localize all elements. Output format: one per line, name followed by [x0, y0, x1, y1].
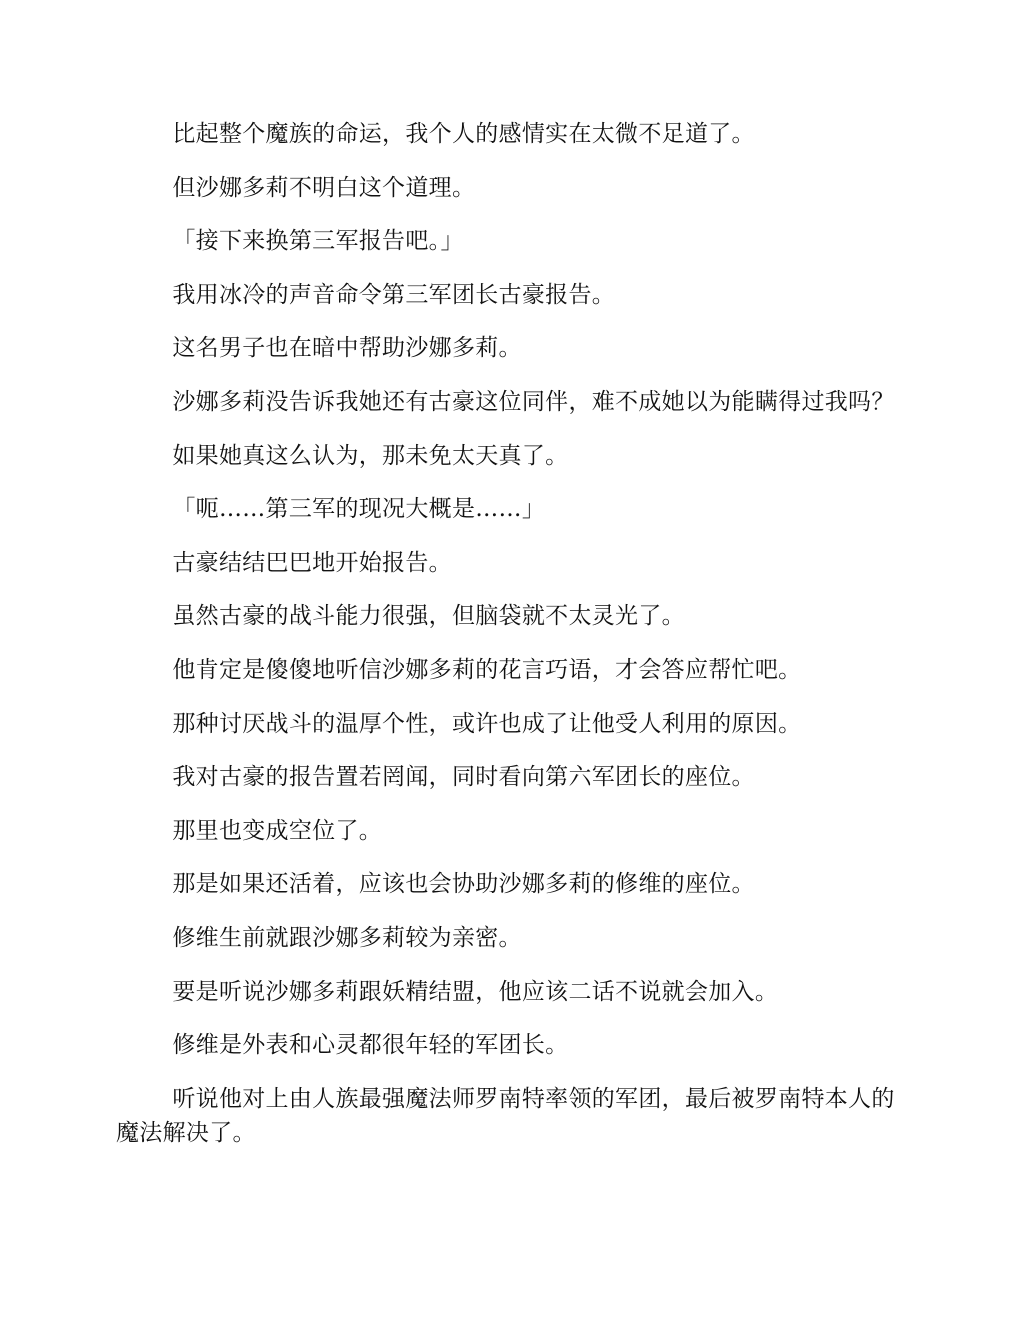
paragraph: 修维是外表和心灵都很年轻的军团长。 [172, 1032, 569, 1059]
paragraph: 「接下来换第三军报告吧。」 [172, 228, 464, 255]
paragraph: 但沙娜多莉不明白这个道理。 [172, 174, 476, 201]
paragraph: 虽然古豪的战斗能力很强，但脑袋就不太灵光了。 [172, 603, 685, 630]
paragraph: 我对古豪的报告置若罔闻，同时看向第六军团长的座位。 [172, 764, 755, 791]
paragraph: 他肯定是傻傻地听信沙娜多莉的花言巧语，才会答应帮忙吧。 [172, 656, 802, 683]
body-text [116, 117, 900, 1169]
paragraph: 古豪结结巴巴地开始报告。 [172, 549, 452, 576]
paragraph: 听说他对上由人族最强魔法师罗南特率领的军团，最后被罗南特本人的魔法解决了。 [116, 1085, 895, 1146]
paragraph: 如果她真这么认为，那未免太天真了。 [172, 442, 569, 469]
paragraph: 那里也变成空位了。 [172, 817, 383, 844]
paragraph: 那种讨厌战斗的温厚个性，或许也成了让他受人利用的原因。 [172, 710, 802, 737]
paragraph: 要是听说沙娜多莉跟妖精结盟，他应该二话不说就会加入。 [172, 978, 779, 1005]
paragraph: 那是如果还活着，应该也会协助沙娜多莉的修维的座位。 [172, 871, 755, 898]
paragraph: 这名男子也在暗中帮助沙娜多莉。 [172, 335, 522, 362]
paragraph: 「呃……第三军的现况大概是……」 [172, 496, 546, 523]
paragraph: 我用冰冷的声音命令第三军团长古豪报告。 [172, 281, 616, 308]
paragraph: 比起整个魔族的命运，我个人的感情实在太微不足道了。 [172, 121, 755, 147]
paragraph: 沙娜多莉没告诉我她还有古豪这位同伴，难不成她以为能瞒得过我吗？ [172, 388, 895, 415]
paragraph: 修维生前就跟沙娜多莉较为亲密。 [172, 924, 522, 951]
